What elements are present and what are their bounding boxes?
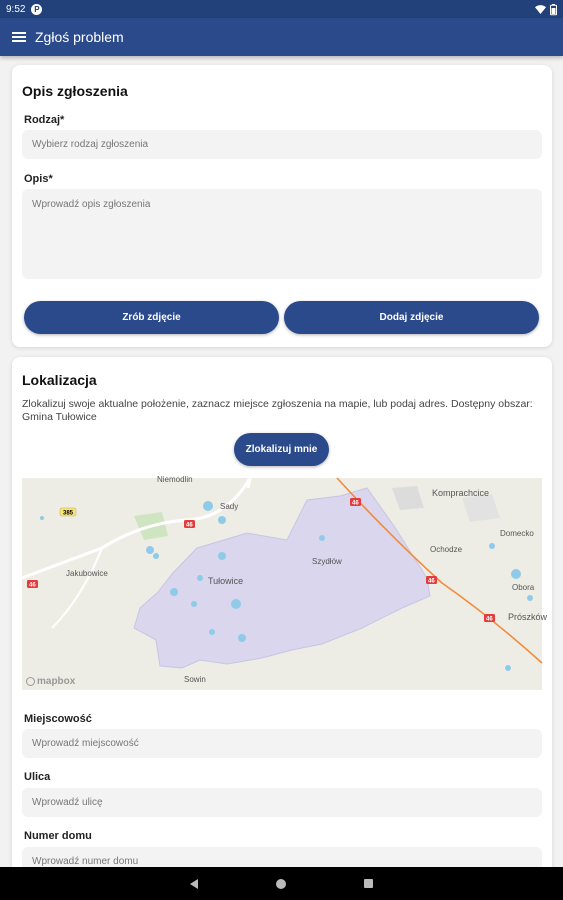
mapbox-icon xyxy=(26,677,35,686)
map-label-obora: Obora xyxy=(512,583,535,592)
description-label: Opis* xyxy=(24,173,53,185)
street-placeholder: Wprowadź ulicę xyxy=(32,797,103,808)
street-label: Ulica xyxy=(24,771,51,783)
system-navigation-bar xyxy=(0,867,563,900)
map-view[interactable] xyxy=(22,475,548,690)
status-bar xyxy=(0,0,563,18)
map-label-proszkow: Prószków xyxy=(508,612,548,622)
map-label-niemodlin: Niemodlin xyxy=(157,475,193,484)
map-label-domecko: Domecko xyxy=(500,529,534,538)
location-card xyxy=(12,357,552,897)
type-select[interactable] xyxy=(22,130,542,159)
menu-icon[interactable] xyxy=(12,32,26,42)
map-label-jakubowice: Jakubowice xyxy=(66,569,108,578)
page-title: Zgłoś problem xyxy=(35,29,124,45)
description-placeholder: Wprowadź opis zgłoszenia xyxy=(32,199,151,210)
map-label-szydlow: Szydłów xyxy=(312,557,342,566)
scroll-content[interactable] xyxy=(0,56,563,867)
mapbox-attribution: mapbox xyxy=(37,676,76,687)
take-photo-button[interactable]: Zrób zdjęcie xyxy=(24,301,279,334)
road-badge-46-c: 46 xyxy=(352,500,359,507)
location-card-title: Lokalizacja xyxy=(22,372,97,388)
location-description: Zlokalizuj swoje aktualne położenie, zaznacz miejsce zgłoszenia na mapie, lub podaj adres. Dostępny obszar: Gmina Tułowice xyxy=(22,398,533,423)
road-badge-46-b: 46 xyxy=(29,582,36,589)
map-label-sady: Sady xyxy=(220,502,239,511)
report-description-card xyxy=(12,65,552,347)
add-photo-button[interactable]: Dodaj zdjęcie xyxy=(284,301,539,334)
map-label-sowin: Sowin xyxy=(184,675,206,684)
street-input[interactable] xyxy=(22,788,542,817)
road-badge-46-d: 46 xyxy=(428,578,435,585)
app-notification-icon: P xyxy=(31,4,42,15)
map-label-tulowice: Tułowice xyxy=(208,576,244,586)
home-icon[interactable] xyxy=(276,879,286,889)
city-placeholder: Wprowadź miejscowość xyxy=(32,738,139,749)
map-canvas[interactable] xyxy=(22,475,548,690)
back-icon[interactable] xyxy=(190,879,198,889)
recent-apps-icon[interactable] xyxy=(364,879,373,888)
map-label-ochodze: Ochodze xyxy=(430,545,463,554)
mapbox-logo xyxy=(26,676,75,687)
city-input[interactable] xyxy=(22,729,542,758)
house-number-label: Numer domu xyxy=(24,830,92,842)
type-label: Rodzaj* xyxy=(24,114,65,126)
road-badge-385: 385 xyxy=(63,510,74,517)
battery-icon xyxy=(550,4,557,15)
map-label-komprachcice: Komprachcice xyxy=(432,488,490,498)
app-bar xyxy=(0,18,563,56)
type-placeholder: Wybierz rodzaj zgłoszenia xyxy=(32,139,149,150)
road-badge-46-e: 46 xyxy=(486,616,493,623)
description-input[interactable] xyxy=(22,189,542,279)
status-time: 9:52 xyxy=(6,3,26,15)
wifi-icon xyxy=(535,5,546,14)
report-card-title: Opis zgłoszenia xyxy=(22,83,128,99)
locate-me-button[interactable]: Zlokalizuj mnie xyxy=(234,433,329,466)
house-number-placeholder: Wprowadź numer domu xyxy=(32,856,139,867)
road-badge-46-a: 46 xyxy=(186,522,193,529)
city-label: Miejscowość xyxy=(24,713,92,725)
